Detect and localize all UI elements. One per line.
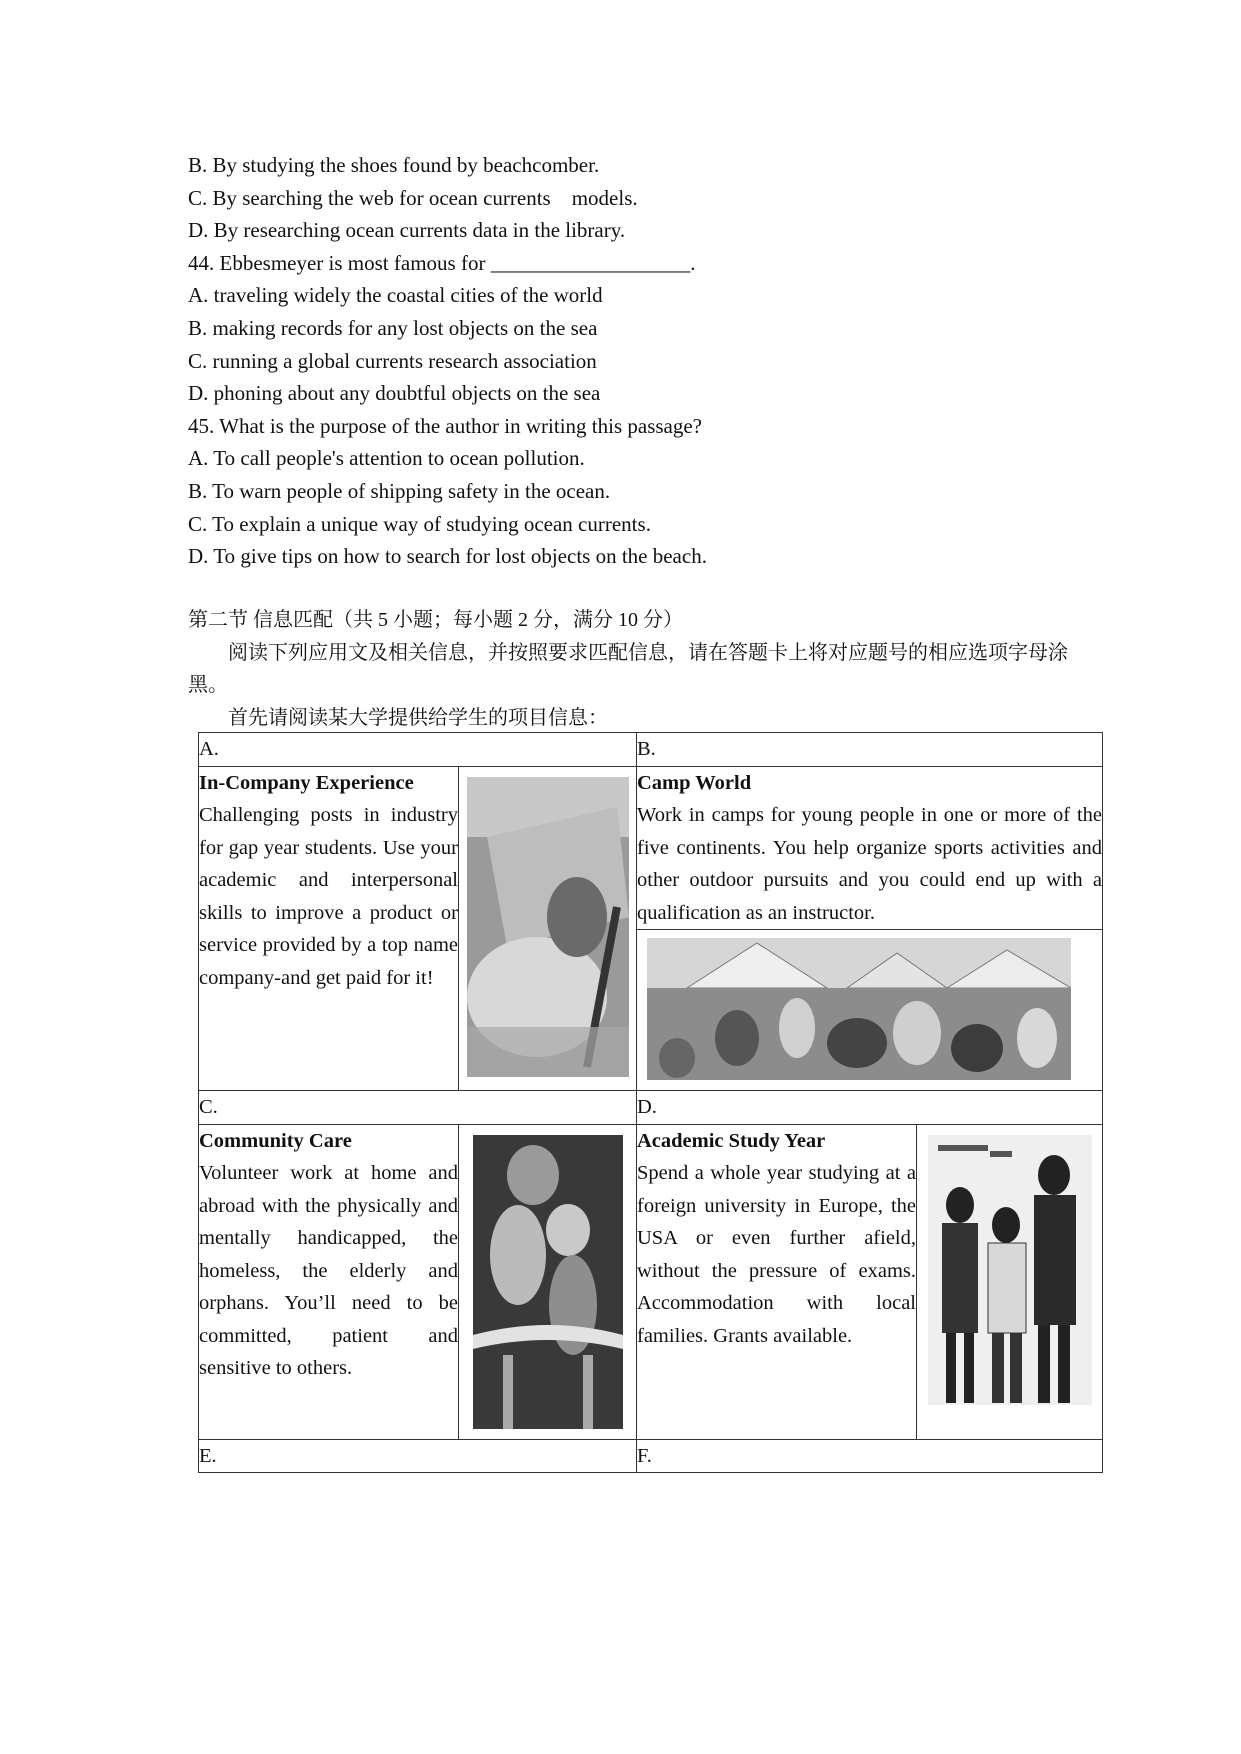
community-care-photo [473, 1135, 623, 1429]
program-table [198, 732, 1103, 1473]
cell-e-label: E. [199, 1439, 637, 1473]
q44-option-a: A. traveling widely the coastal cities of the world [188, 283, 603, 308]
cell-b-label: B. [637, 733, 1103, 767]
section-instruction: 阅读下列应用文及相关信息，并按照要求匹配信息，请在答题卡上将对应题号的相应选项字母涂黑。 [188, 641, 1068, 697]
academic-study-photo [928, 1135, 1092, 1405]
cell-f-label: F. [637, 1439, 1103, 1473]
q45-option-a: A. To call people's attention to ocean pollution. [188, 446, 585, 471]
cell-a-title: In-Company Experience [199, 771, 414, 794]
q44-stem: 44. Ebbesmeyer is most famous for ___________________. [188, 250, 696, 275]
q44-option-c: C. running a global currents research association [188, 348, 597, 373]
cell-a-text [199, 766, 459, 1091]
cell-d-photo-cell [917, 1124, 1103, 1439]
q44-option-b: B. making records for any lost objects on the sea [188, 315, 598, 340]
q43-option-c: C. By searching the web for ocean currents models. [188, 185, 638, 210]
cell-c-text [199, 1124, 459, 1439]
camp-photo [647, 938, 1071, 1080]
cell-d-title: Academic Study Year [637, 1129, 826, 1152]
section-intro: 首先请阅读某大学提供给学生的项目信息： [228, 706, 608, 729]
section-header [188, 604, 1068, 734]
cell-a-body: Challenging posts in industry for gap year students. Use your academic and interpersonal skills to improve a product or service provided by a top name company-and get paid for it! [199, 804, 458, 989]
cell-a-label: A. [199, 733, 637, 767]
q43-option-b: B. By studying the shoes found by beachcomber. [188, 153, 600, 177]
cell-c-title: Community Care [199, 1129, 352, 1152]
cell-c-label: C. [199, 1091, 637, 1125]
cell-b-photo-cell [637, 930, 1103, 1091]
cell-d-text [637, 1124, 917, 1439]
q45-stem: 45. What is the purpose of the author in writing this passage? [188, 413, 703, 438]
cell-b-body: Work in camps for young people in one or more of the five continents. You help organize sports activities and other outdoor pursuits and you could end up with a qualification as an instructor. [637, 804, 1102, 924]
q45-option-c: C. To explain a unique way of studying ocean currents. [188, 511, 651, 536]
cell-b-text [637, 766, 1103, 930]
cell-a-photo-cell [459, 766, 637, 1091]
cell-c-body: Volunteer work at home and abroad with the physically and mentally handicapped, the homeless, the elderly and orphans. You’ll need to be committed, patient and sensitive to others. [199, 1162, 458, 1379]
q43-option-d: D. By researching ocean currents data in the library. [188, 218, 626, 243]
in-company-photo [467, 777, 629, 1077]
cell-b-title: Camp World [637, 771, 752, 794]
q45-option-d: D. To give tips on how to search for lost objects on the beach. [188, 544, 707, 569]
cell-c-photo-cell [459, 1124, 637, 1439]
question-block [188, 149, 1088, 573]
cell-d-label: D. [637, 1091, 1103, 1125]
q45-option-b: B. To warn people of shipping safety in the ocean. [188, 478, 611, 503]
section-heading: 第二节 信息匹配（共 5 小题；每小题 2 分，满分 10 分） [188, 609, 683, 631]
cell-d-body: Spend a whole year studying at a foreign university in Europe, the USA or even further afield, without the pressure of exams. Accommodation with local families. Grants available. [637, 1162, 916, 1347]
q44-option-d: D. phoning about any doubtful objects on the sea [188, 381, 601, 406]
